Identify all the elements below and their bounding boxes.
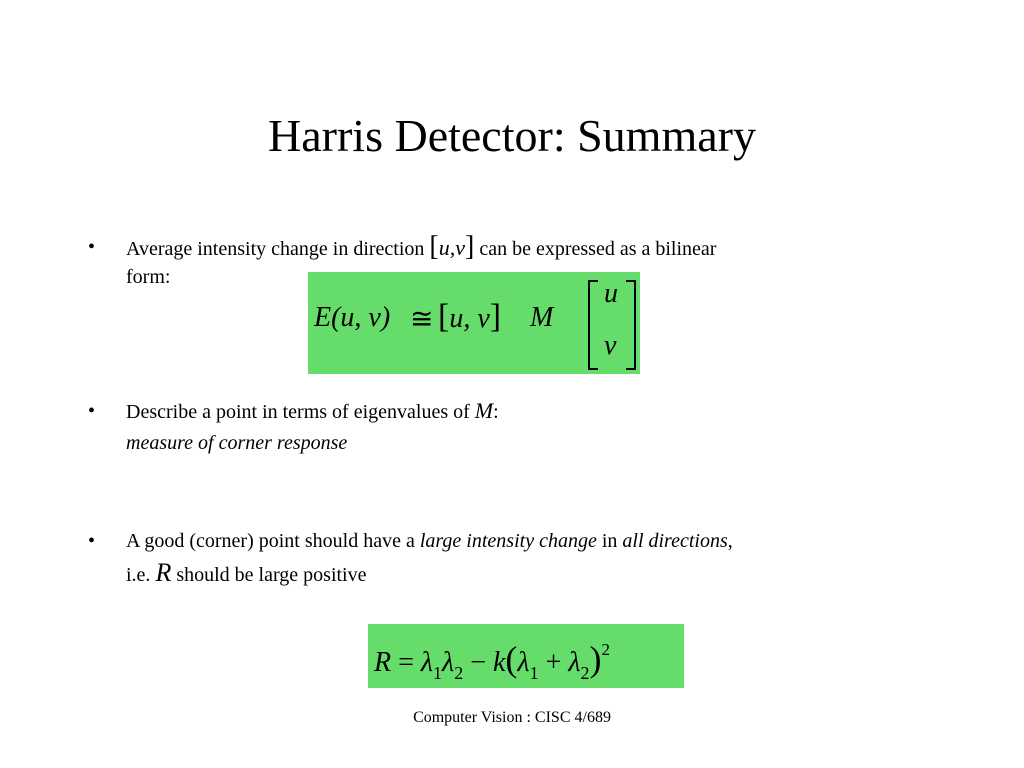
bullet-2-colon: :: [493, 401, 499, 423]
formula-lhs: E(u, v): [314, 302, 391, 333]
formula-matrix-M: M: [530, 302, 554, 333]
bullet-1-vector: [u,v]: [429, 231, 475, 262]
bullet-3-it1: large intensity change: [419, 530, 597, 552]
bullet-2-M: M: [474, 398, 494, 423]
formula-row-vector: [u, v]: [438, 298, 502, 335]
column-bottom: v: [604, 330, 617, 361]
bullet-3-p2: in: [601, 530, 618, 552]
bullet-1-marker: •: [88, 236, 96, 258]
bullet-3-R: R: [155, 558, 172, 587]
formula-bilinear-box: [308, 272, 640, 374]
column-bracket-left: [588, 280, 598, 370]
bullet-3-line-1: [126, 526, 733, 556]
bullet-3-line2-rest: should be large positive: [176, 564, 367, 586]
column-bracket-right: [626, 280, 636, 370]
bullet-3-p1: A good (corner) point should have a: [126, 530, 415, 552]
bullet-2-marker: •: [88, 400, 96, 422]
bullet-2-line-2: measure of corner response: [126, 432, 348, 454]
column-top: u: [604, 278, 618, 309]
bullet-2-line-1: [126, 396, 499, 427]
slide-footer: Computer Vision : CISC 4/689: [413, 709, 611, 726]
bullet-1-suffix: can be expressed as a bilinear: [479, 238, 717, 260]
bullet-3-p3: ,: [727, 530, 733, 552]
bullet-3-marker: •: [88, 530, 96, 552]
formula-approx: ≅: [410, 304, 434, 335]
bullet-1-line-1: [126, 232, 716, 264]
bullet-2-prefix: Describe a point in terms of eigenvalues of: [126, 401, 470, 423]
formula-R-expression: $R = \lambda_1\lambda_2 - k(\lambda_1 + \lambda_2)^2$: [374, 639, 610, 683]
formula-corner-response-box: [368, 624, 684, 688]
bullet-1-line-2: form:: [126, 266, 171, 288]
slide-title: Harris Detector: Summary: [268, 110, 756, 161]
bullet-3-line-2: [126, 558, 366, 590]
bullet-3-it2: all directions: [622, 530, 728, 552]
bullet-3-ie: i.e.: [126, 564, 151, 586]
bullet-1-prefix: Average intensity change in direction: [126, 238, 425, 260]
